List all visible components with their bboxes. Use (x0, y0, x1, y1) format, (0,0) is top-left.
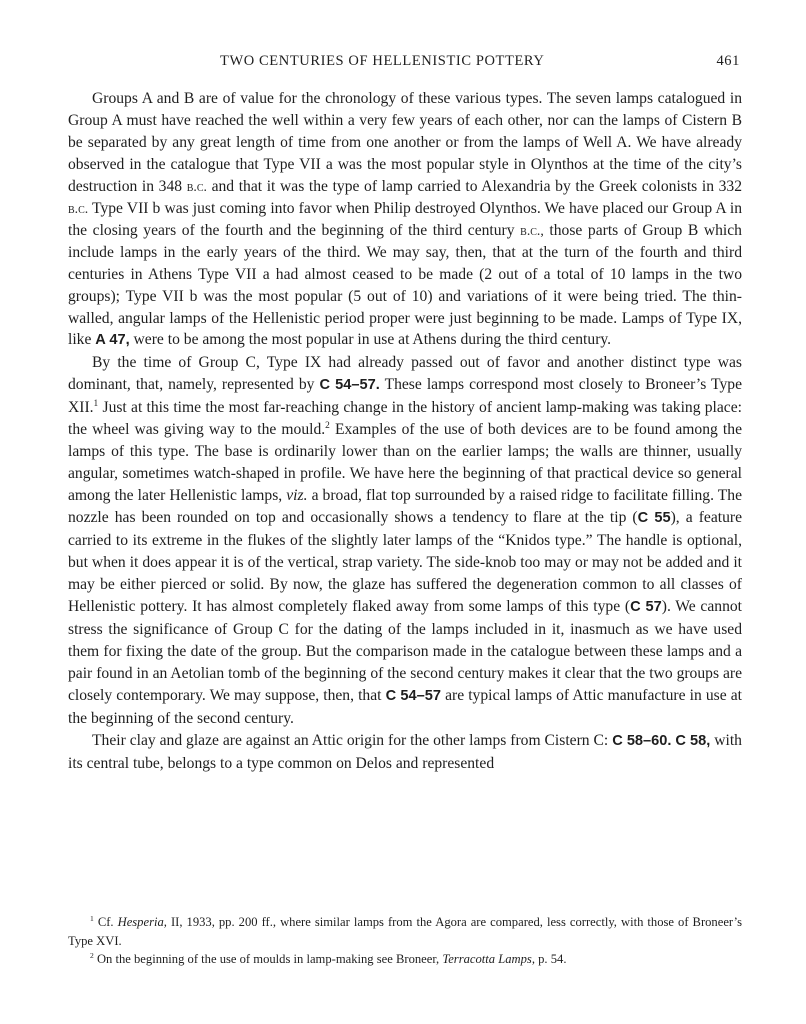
catalogue-reference: C 54–57 (385, 687, 441, 704)
text-run: By the time of Group C, Type IX had already passed out of favor and another distinct type was dominant, that, namely, represented by (68, 354, 742, 394)
text-run: ). We cannot stress the significance of Group C for the dating of the lamps included in it, inasmuch as we have used them for fixing the date of the group. But the comparison made in the catalogue between these lamps and a pair found in an Aetolian tomb of the beginning of the second century makes it clear that the two groups are closely contemporary. We may suppose, then, that (68, 597, 742, 704)
footnote-number: 1 (90, 913, 94, 923)
text-run: those parts of Group B which include lamps in the early years of the third. We may say, then, that at the turn of the fourth and third centuries in Athens Type VII a had almost ceased to be made (2 out of a total of 10 lamps in the two groups); Type VII b was the most popular (5 out of 10) and variations of it were being tried. The thin-walled, angular lamps of the Hellenistic period proper were just beginning to be made. Lamps of Type IX, like (68, 221, 742, 349)
footnote-marker: 1 (93, 399, 99, 410)
era-abbrev: b.c. (68, 200, 89, 216)
text-run: were to be among the most popular in use at Athens during the third century. (133, 331, 612, 349)
text-run: p. 54. (538, 952, 567, 966)
footnote-number: 2 (90, 950, 94, 960)
running-header (68, 53, 740, 75)
text-run: with its central tube, belongs to a type common on Delos and represented (68, 731, 742, 772)
text-run: Cf. (97, 915, 114, 929)
running-title: TWO CENTURIES OF HELLENISTIC POTTERY (220, 53, 545, 69)
catalogue-reference: C 58, (675, 732, 711, 749)
catalogue-reference: A 47, (95, 332, 130, 349)
italic-term: viz. (286, 487, 308, 505)
text-run: Groups A and B are of value for the chronology of these various types. The seven lamps catalogued in Group A must have reached the well within a very few years of each other, nor can the lamps of Cistern B be separated by any great length of time from one another or from the lamps of Well A. We have already observed in the catalogue that Type VII a was the most popular style in Olynthos at the time of the city’s destruction in 348 (68, 90, 742, 195)
journal-title: Hesperia, (117, 915, 167, 929)
footnote-1 (68, 913, 742, 950)
text-run: These lamps correspond most closely to Broneer’s Type XII. (68, 376, 742, 417)
text-run: a broad, flat top surrounded by a raised ridge to facilitate filling. The nozzle has been rounded on top and occasionally shows a tendency to flare at the tip ( (68, 487, 742, 527)
era-abbrev: b.c. (186, 178, 207, 194)
main-text (68, 88, 742, 775)
footnote-2 (68, 950, 742, 969)
text-run: Examples of the use of both devices are to be found among the lamps of this type. The base is ordinarily lower than on the earlier lamps; the walls are thinner, usually angular, sometimes watch-shaped in profile. We have here the beginning of that practical device so general among the later Hellenistic lamps, (68, 421, 742, 505)
text-run: Their clay and glaze are against an Attic origin for the other lamps from Cistern C: (92, 731, 609, 749)
catalogue-reference: C 54–57. (319, 377, 380, 394)
catalogue-reference: C 55 (637, 510, 671, 527)
text-run: and that it was the type of lamp carried to Alexandria by the Greek colonists in 332 (211, 177, 743, 195)
paragraph-2 (68, 352, 742, 729)
era-abbrev: b.c., (520, 222, 544, 238)
text-run: Just at this time the most far-reaching change in the history of ancient lamp-making was taking place: the wheel was giving way to the mould. (68, 399, 742, 439)
page-number: 461 (716, 53, 740, 69)
footnotes (68, 913, 742, 969)
text-run: ), a feature carried to its extreme in the flukes of the slightly later lamps of the “Knidos type.” The handle is optional, but when it does appear it is of the vertical, strap variety. The side-knob too may or may not be added and it may be either pierced or solid. By now, the glaze has suffered the degeneration common to all classes of Hellenistic pottery. It has almost completely flaked away from some lamps of this type ( (68, 509, 742, 615)
paragraph-3 (68, 730, 742, 775)
text-run: are typical lamps of Attic manufacture in use at the beginning of the second century. (68, 686, 743, 727)
text-run: II, 1933, pp. 200 ff., where similar lamps from the Agora are compared, less correctly, with those of Broneer’s Type XVI. (68, 915, 742, 948)
footnote-marker: 2 (325, 421, 330, 432)
text-run: Type VII b was just coming into favor when Philip destroyed Olynthos. We have placed our Group A in the closing years of the fourth and the beginning of the third century (68, 199, 742, 239)
catalogue-reference: C 57 (630, 598, 662, 615)
paragraph-1 (68, 88, 742, 352)
text-run: On the beginning of the use of moulds in lamp-making see Broneer, (96, 952, 440, 966)
catalogue-reference: C 58–60. (612, 732, 672, 749)
book-title: Terracotta Lamps, (442, 952, 535, 966)
